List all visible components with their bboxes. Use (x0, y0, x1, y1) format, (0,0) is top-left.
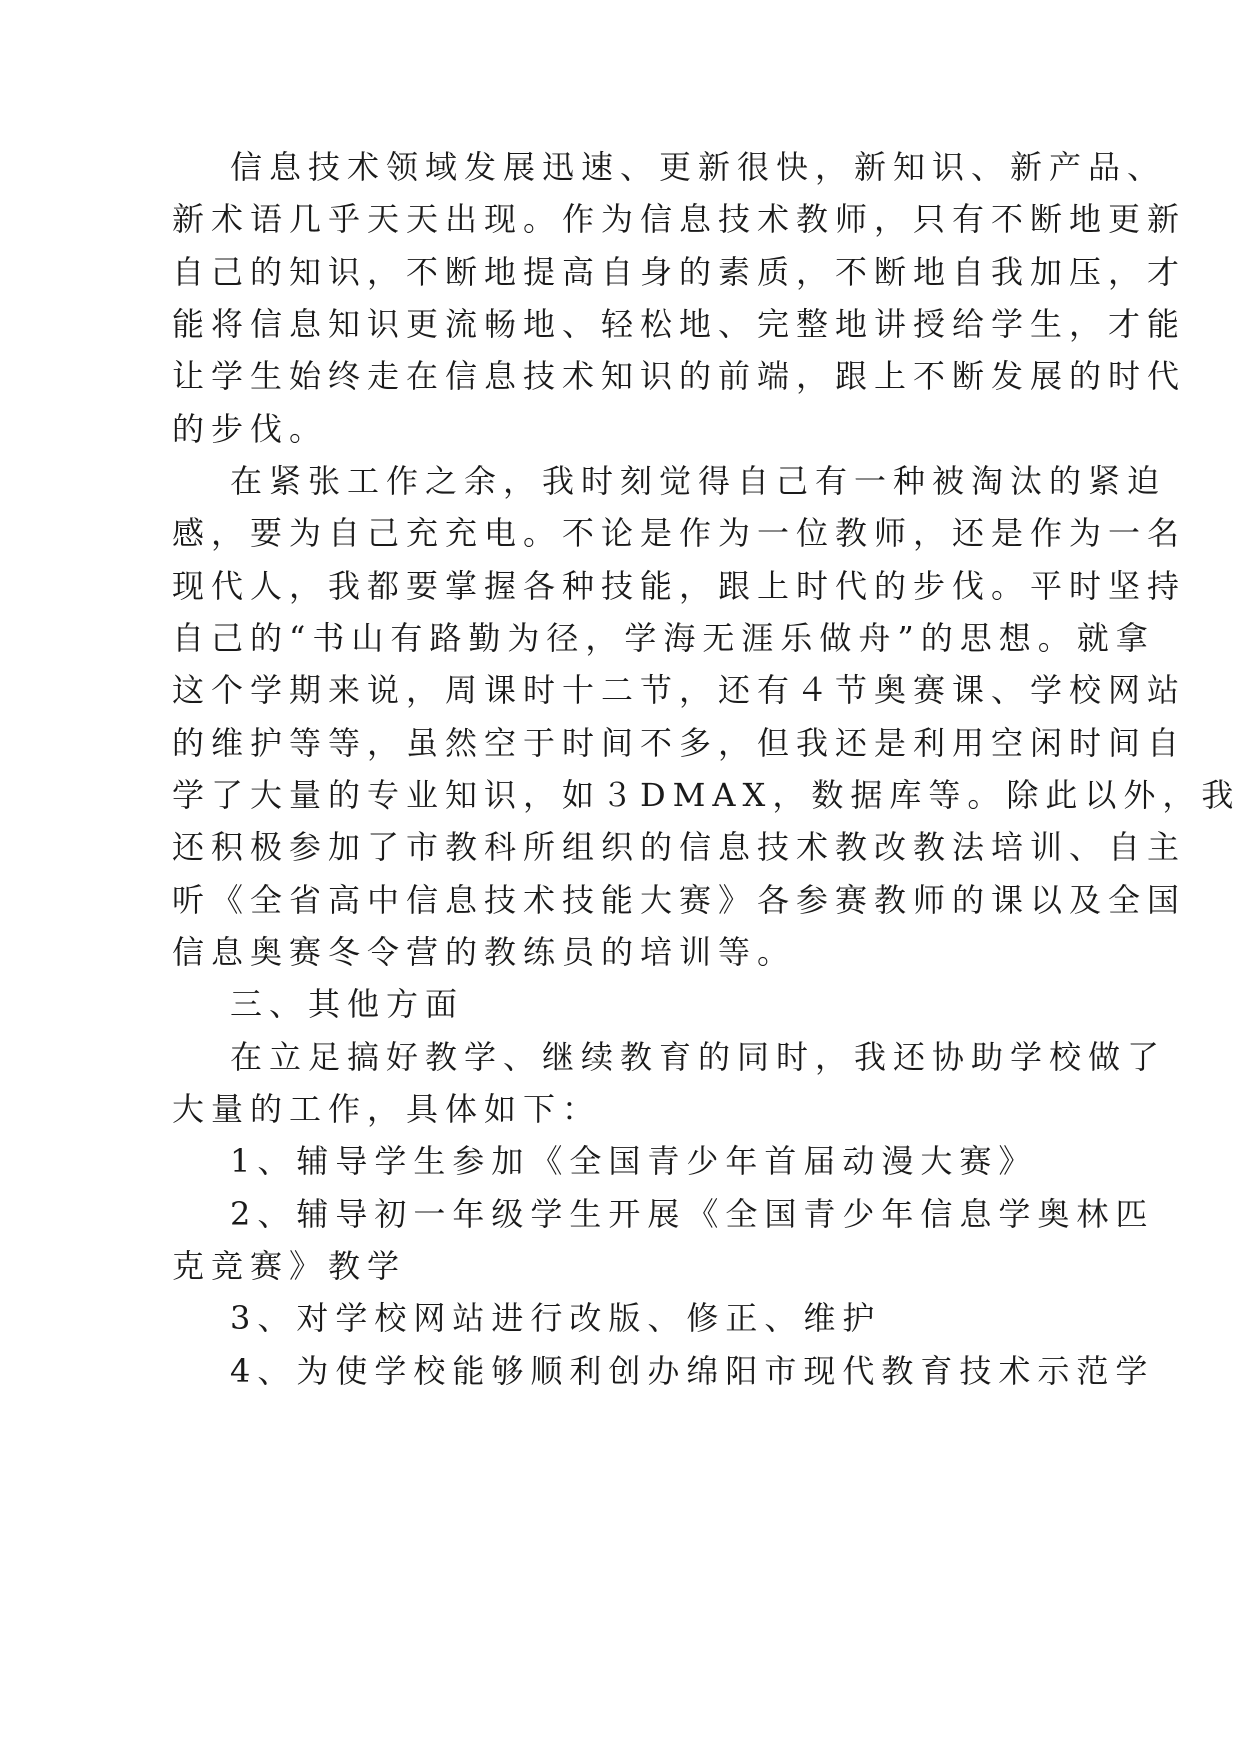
text-line: 自己的“书山有路勤为径，学海无涯乐做舟”的思想。就拿 (172, 619, 1155, 657)
text-line: 现代人，我都要掌握各种技能，跟上时代的步伐。平时坚持 (172, 567, 1187, 605)
text-line: 还积极参加了市教科所组织的信息技术教改教法培训、自主 (172, 828, 1187, 866)
text-line: 在紧张工作之余，我时刻觉得自己有一种被淘汰的紧迫 (230, 462, 1167, 500)
list-item: 3、对学校网站进行改版、修正、维护 (230, 1299, 882, 1337)
text-line: 在立足搞好教学、继续教育的同时，我还协助学校做了 (230, 1038, 1167, 1076)
text-line: 学了大量的专业知识，如３DMAX，数据库等。除此以外，我 (172, 776, 1241, 814)
text-line: 这个学期来说，周课时十二节，还有４节奥赛课、学校网站 (172, 671, 1187, 709)
text-line: 的步伐。 (172, 410, 329, 448)
text-line: 克竞赛》教学 (172, 1247, 407, 1285)
list-item: 2、辅导初一年级学生开展《全国青少年信息学奥林匹 (230, 1195, 1155, 1233)
text-line: 信息奥赛冬令营的教练员的培训等。 (172, 933, 797, 971)
section-heading: 三、其他方面 (230, 985, 465, 1023)
text-line: 大量的工作，具体如下： (172, 1090, 602, 1128)
text-line: 的维护等等，虽然空于时间不多，但我还是利用空闲时间自 (172, 724, 1187, 762)
text-line: 感，要为自己充充电。不论是作为一位教师，还是作为一名 (172, 514, 1187, 552)
text-line: 信息技术领域发展迅速、更新很快，新知识、新产品、 (230, 148, 1167, 186)
list-item: 1、辅导学生参加《全国青少年首届动漫大赛》 (230, 1142, 1038, 1180)
text-line: 听《全省高中信息技术技能大赛》各参赛教师的课以及全国 (172, 881, 1187, 919)
text-line: 自己的知识，不断地提高自身的素质，不断地自我加压，才 (172, 253, 1187, 291)
list-item: 4、为使学校能够顺利创办绵阳市现代教育技术示范学 (230, 1352, 1155, 1390)
text-line: 新术语几乎天天出现。作为信息技术教师，只有不断地更新 (172, 200, 1187, 238)
text-line: 让学生始终走在信息技术知识的前端，跟上不断发展的时代 (172, 357, 1187, 395)
text-line: 能将信息知识更流畅地、轻松地、完整地讲授给学生，才能 (172, 305, 1187, 343)
